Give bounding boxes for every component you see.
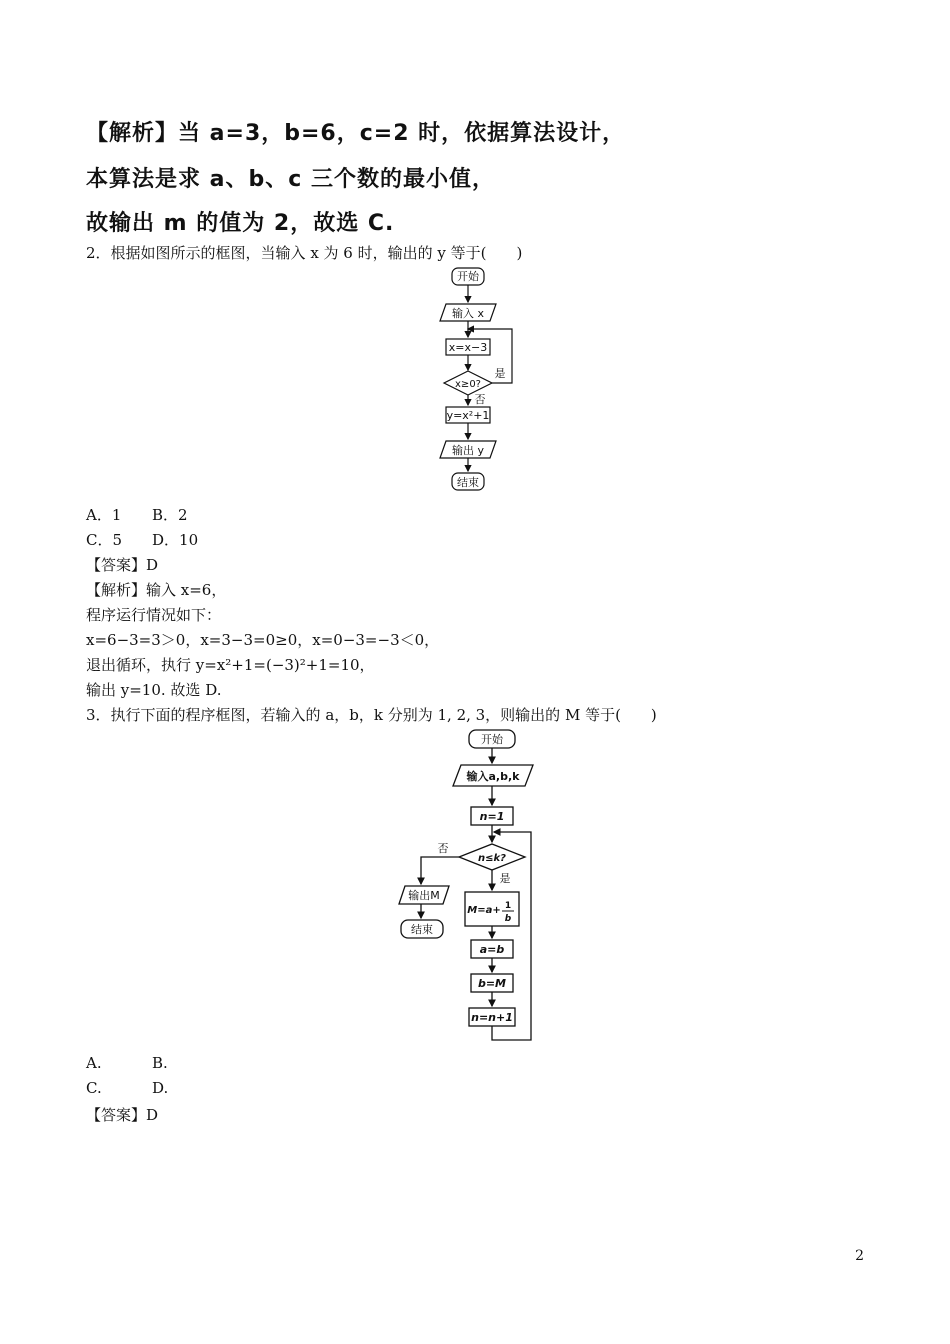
flowchart-q2 xyxy=(430,264,530,496)
q3-option-d: D. xyxy=(152,1079,169,1097)
no-label: 否 xyxy=(437,842,449,855)
condition-label: x≥0? xyxy=(455,379,481,390)
page-number: 2 xyxy=(855,1248,864,1264)
calc-denominator: b xyxy=(504,914,512,924)
assign-a-label: a=b xyxy=(479,943,505,956)
flowchart-q3 xyxy=(385,726,565,1048)
yes-label: 是 xyxy=(499,872,511,885)
no-label: 否 xyxy=(474,393,486,406)
q2-option-d: D．10 xyxy=(152,531,199,549)
q2-explain-line: 输出 y=10. 故选 D. xyxy=(86,681,222,699)
start-label: 开始 xyxy=(481,733,503,746)
output-label: 输出 y xyxy=(451,444,485,457)
analysis-line-3: 故输出 m 的值为 2，故选 C. xyxy=(86,211,395,236)
q2-answer: 【答案】D xyxy=(86,556,159,574)
q3-option-a: A. xyxy=(86,1054,102,1072)
calc-numerator: 1 xyxy=(504,901,512,911)
assign-label: x=x−3 xyxy=(448,341,488,354)
yes-label: 是 xyxy=(494,367,506,380)
q2-explain-line: x=6−3=3＞0，x=3−3=0≥0，x=0−3=−3＜0， xyxy=(86,631,440,649)
calc-label: M=a+ xyxy=(467,905,501,916)
q3-answer: 【答案】D xyxy=(86,1106,159,1124)
increment-label: n=n+1 xyxy=(471,1011,513,1024)
q2-option-a: A．1 xyxy=(86,506,122,524)
calc-label: y=x²+1 xyxy=(446,409,490,422)
input-label: 输入a,b,k xyxy=(466,770,520,783)
q2-explain-line: 退出循环，执行 y=x²+1=(−3)²+1=10， xyxy=(86,656,375,674)
input-label: 输入 x xyxy=(451,307,485,320)
init-label: n=1 xyxy=(479,810,505,823)
q2-option-c: C．5 xyxy=(86,531,123,549)
q3-option-b: B. xyxy=(152,1054,168,1072)
analysis-line-1: 【解析】当 a=3，b=6，c=2 时，依据算法设计， xyxy=(86,121,626,146)
assign-b-label: b=M xyxy=(477,977,507,990)
end-label: 结束 xyxy=(411,923,433,936)
question-3-text: 3．执行下面的程序框图，若输入的 a，b，k 分别为 1, 2, 3，则输出的 M 等于( ) xyxy=(86,706,657,724)
q2-explain-line: 【解析】输入 x=6， xyxy=(86,581,227,599)
q2-option-b: B．2 xyxy=(152,506,188,524)
condition-label: n≤k? xyxy=(478,853,506,864)
q3-option-c: C. xyxy=(86,1079,102,1097)
start-label: 开始 xyxy=(457,270,479,283)
output-label: 输出M xyxy=(408,889,440,902)
analysis-line-2: 本算法是求 a、b、c 三个数的最小值， xyxy=(86,167,495,192)
q2-explain-line: 程序运行情况如下： xyxy=(86,606,222,624)
end-label: 结束 xyxy=(457,476,479,489)
question-2-text: 2．根据如图所示的框图，当输入 x 为 6 时，输出的 y 等于( ) xyxy=(86,244,523,262)
